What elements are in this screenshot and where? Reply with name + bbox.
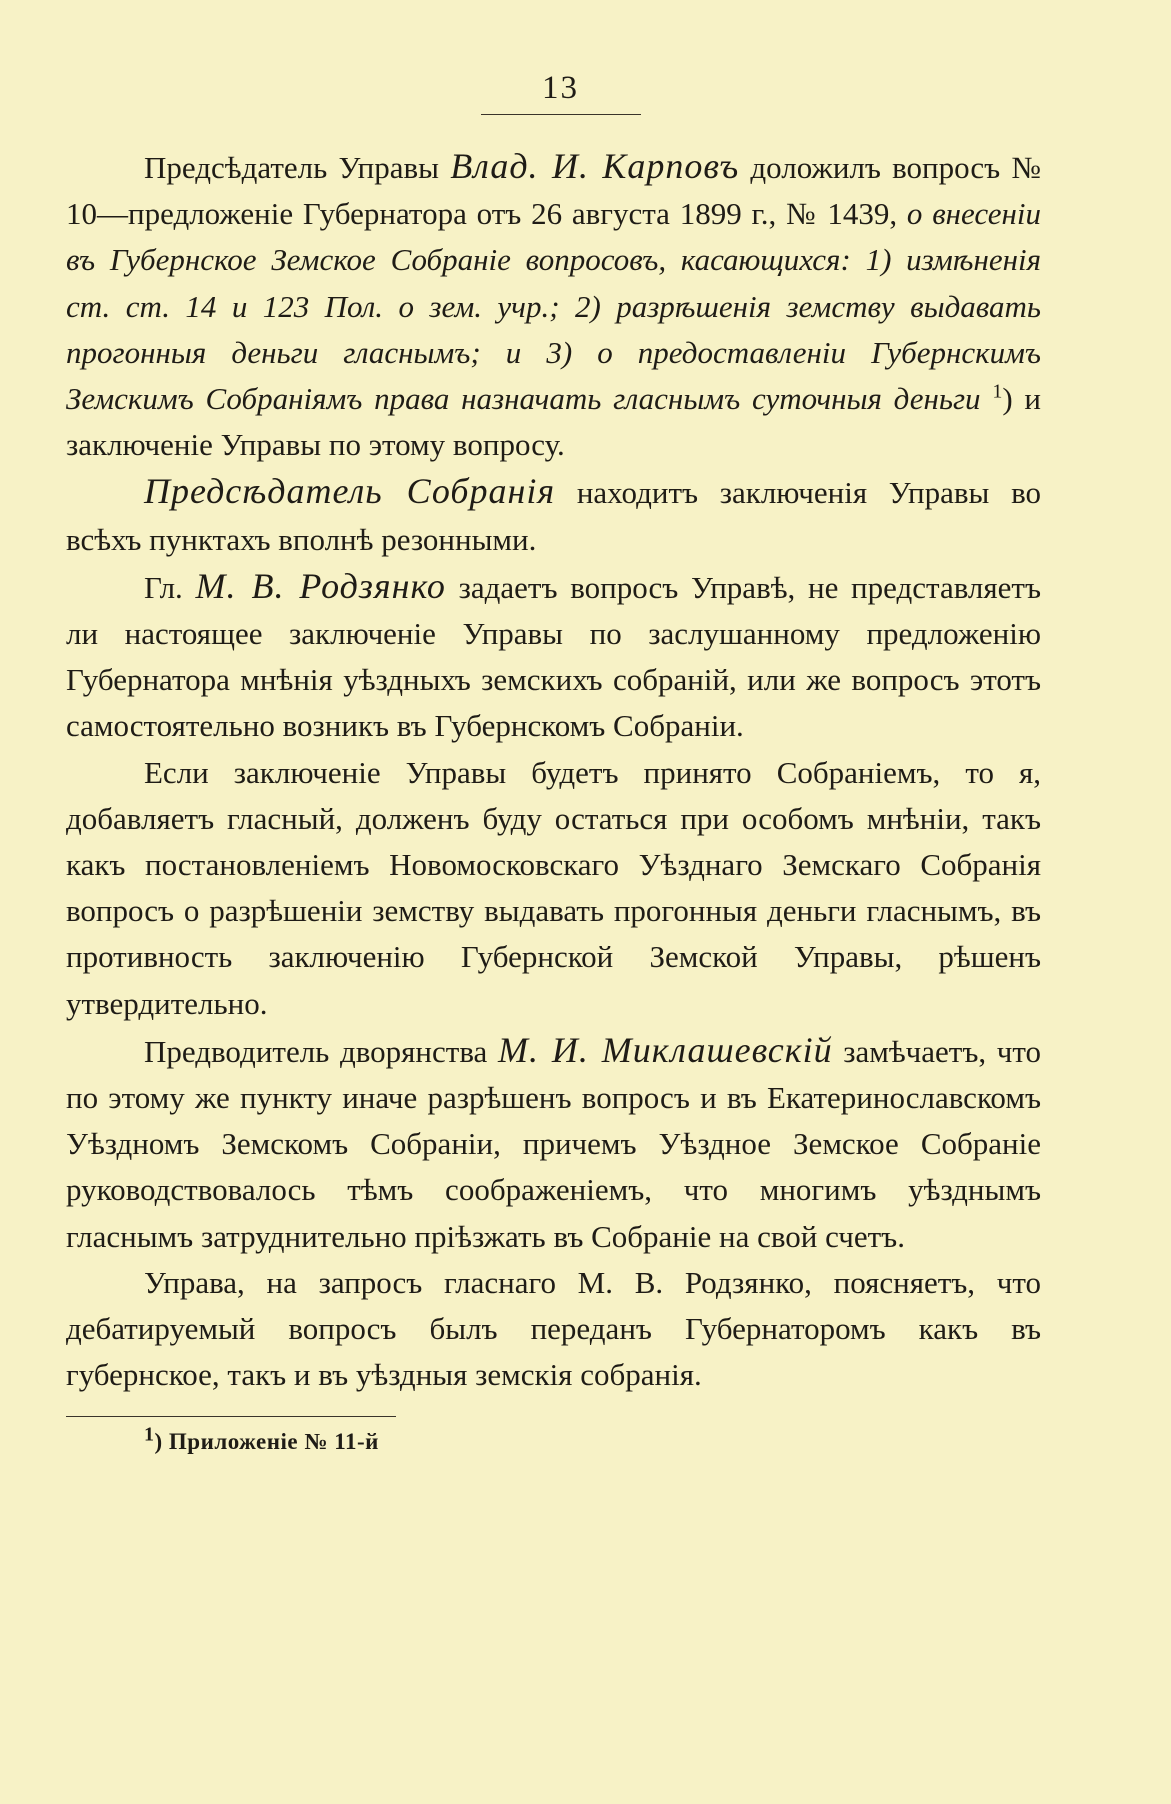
header-rule xyxy=(481,114,641,115)
speaker-name: Влад. И. Карповъ xyxy=(450,146,740,186)
paragraph-text: Управа, на запросъ гласнаго М. В. Родзянко, поясняетъ, что дебатируемый вопросъ былъ переданъ Губернаторомъ какъ въ губернское, такъ и въ уѣздныя земскія собранія. xyxy=(66,1264,1041,1393)
paragraph-4 xyxy=(66,750,1041,1027)
footnote-mark: 1 xyxy=(144,1423,155,1446)
footnote xyxy=(66,1423,1041,1457)
paragraph-5 xyxy=(66,1027,1041,1260)
footnote-text: ) Приложеніе № 11-й xyxy=(154,1429,379,1455)
footnote-rule xyxy=(66,1416,396,1417)
body-text xyxy=(66,143,1041,1398)
speaker-name: М. И. Миклашевскій xyxy=(497,1029,833,1070)
agenda-item-italic: о внесеніи въ Губернское Земское Собраніе вопросовъ, касающихся: 1) измѣненія ст. ст. 14 и 123 Пол. о зем. учр.; 2) разрѣшенія земству выдавать прогонныя деньги гласнымъ; и 3) о предоставленіи Губернскимъ Земскимъ Собраніямъ права назначать гласнымъ суточныя деньги xyxy=(66,196,1041,417)
page-number: 13 xyxy=(542,70,579,106)
paragraph-6 xyxy=(66,1260,1041,1399)
paragraph-3 xyxy=(66,563,1041,750)
paragraph-text: находитъ заключенія Управы во всѣхъ пунктахъ вполнѣ резонными. xyxy=(66,475,1041,557)
paragraph-1 xyxy=(66,143,1041,468)
paragraph-text: задаетъ вопросъ Управѣ, не представляетъ ли настоящее заключеніе Управы по заслушанному предложенію Губернатора мнѣнія уѣздныхъ земскихъ собраній, или же вопросъ этотъ самостоятельно возникъ въ Губернскомъ Собраніи. xyxy=(66,569,1041,744)
paragraph-text: ) и заключеніе Управы по этому вопросу. xyxy=(66,381,1041,463)
paragraph-2 xyxy=(66,468,1041,562)
paragraph-text: замѣчаетъ, что по этому же пункту иначе разрѣшенъ вопросъ и въ Екатеринославскомъ Уѣздномъ Земскомъ Собраніи, причемъ Уѣздное Земское Собраніе руководствовалось тѣмъ соображеніемъ, что многимъ уѣзднымъ гласнымъ затруднительно пріѣзжать въ Собраніе на свой счетъ. xyxy=(66,1033,1041,1254)
paragraph-text: Гл. xyxy=(144,569,196,605)
paragraph-text: доложилъ вопросъ № 10—предложеніе Губернатора отъ 26 августа 1899 г., № 1439, xyxy=(66,150,1041,232)
paragraph-text: Предводитель дворянства xyxy=(144,1033,498,1069)
paragraph-text: Если заключеніе Управы будетъ принято Собраніемъ, то я, добавляетъ гласный, долженъ буду остаться при особомъ мнѣніи, такъ какъ постановленіемъ Новомосковскаго Уѣзднаго Земскаго Собранія вопросъ о разрѣшеніи земству выдавать прогонныя деньги гласнымъ, въ противность заключенію Губернской Земской Управы, рѣшенъ утвердительно. xyxy=(66,754,1041,1021)
speaker-name: Предсѣдатель Собранія xyxy=(144,471,556,512)
paragraph-text: Предсѣдатель Управы xyxy=(144,150,451,185)
footnote-ref: 1 xyxy=(992,380,1003,403)
speaker-name: М. В. Родзянко xyxy=(195,565,446,606)
